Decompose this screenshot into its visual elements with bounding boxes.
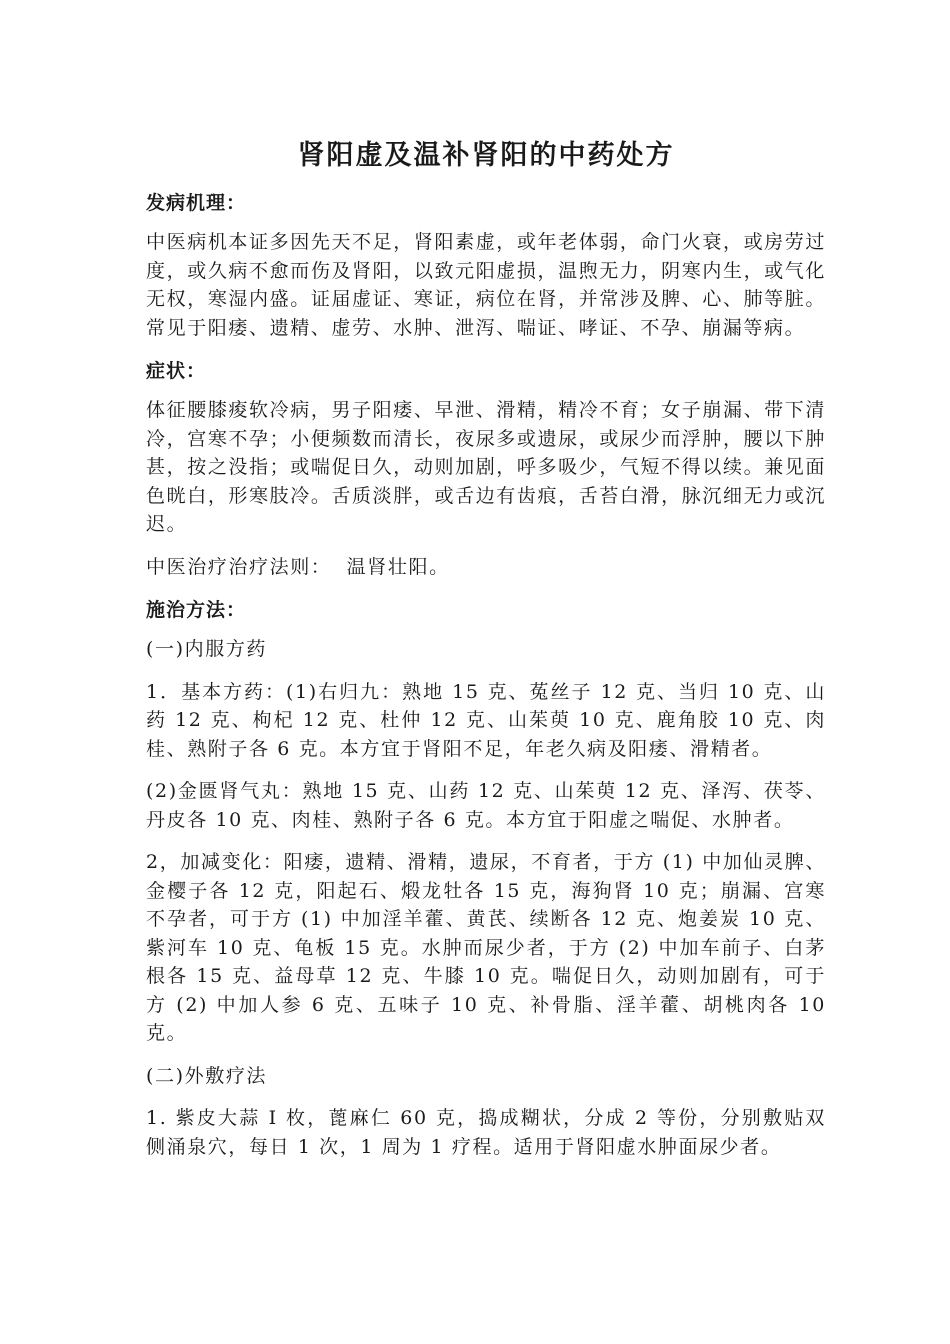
treatment-heading: 施治方法： <box>146 599 247 621</box>
pathogenesis-heading: 发病机理： <box>146 192 247 214</box>
document-title: 肾阳虚及温补肾阳的中药处方 <box>297 140 675 171</box>
symptoms-paragraph: 体征腰膝痠软冷病，男子阳痿、早泄、滑精，精冷不育；女子崩漏、带下清冷，宫寒不孕；小便频数而清长，夜尿多或遗尿，或尿少而浮肿，腰以下肿甚，按之没指；或喘促日久，动则加剧，呼多吸少，气短不得以续。兼见面色晄白，形寒肢冷。舌质淡胖，或舌边有齿痕，舌苔白滑，脉沉细无力或沉迟。 <box>146 399 826 535</box>
document-page <box>146 128 826 1175</box>
pathogenesis-paragraph: 中医病机本证多因先天不足，肾阳素虚，或年老体弱，命门火衰，或房劳过度，或久病不愈而伤及肾阳，以致元阳虚损，温煦无力，阴寒内生，或气化无权，寒湿内盛。证届虚证、寒证，病位在肾，并常涉及脾、心、肺等脏。常见于阳痿、遗精、虚劳、水肿、泄泻、喘证、哮证、不孕、崩漏等病。 <box>146 231 826 339</box>
internal-medicine-heading: (一)内服方药 <box>146 638 268 660</box>
external-therapy-1-paragraph: 1. 紫皮大蒜 I 枚，蓖麻仁 60 克，捣成糊状，分成 2 等份，分别敷贴双侧涌泉穴，每日 1 次，1 周为 1 疗程。适用于肾阳虚水肿面尿少者。 <box>146 1107 826 1158</box>
treatment-principle: 中医治疗治疗法则： 温肾壮阳。 <box>146 555 450 578</box>
external-therapy-heading: (二)外敷疗法 <box>146 1064 268 1087</box>
modification-paragraph: 2，加减变化：阳痿，遗精、滑精，遗尿，不育者，于方 (1) 中加仙灵脾、金樱子各 12 克，阳起石、煅龙牡各 15 克，海狗肾 10 克；崩漏、宫寒不孕者，可于方 (1) 中加淫羊藿、黄芪、续断各 12 克、炮姜炭 10 克、紫河车 10 克、龟板 15 克。水肿而尿少者，于方 (2) 中加车前子、白茅根各 15 克、益母草 12 克、牛膝 10 克。喘促日久，动则加剧有，可于方 (2) 中加人参 6 克、五味子 10 克、补骨脂、淫羊藿、胡桃肉各 10 克。 <box>146 851 826 1044</box>
symptoms-heading: 症状： <box>146 360 207 382</box>
formula-1-paragraph: 1．基本方药：(1)右归九：熟地 15 克、菟丝子 12 克、当归 10 克、山药 12 克、枸杞 12 克、杜仲 12 克、山茱萸 10 克、鹿角胶 10 克、肉桂、熟附子各 6 克。本方宜于肾阳不足，年老久病及阳痿、滑精者。 <box>146 680 826 760</box>
formula-2-paragraph: (2)金匮肾气丸：熟地 15 克、山药 12 克、山茱萸 12 克、泽泻、茯苓、丹皮各 10 克、肉桂、熟附子各 6 克。本方宜于阳虚之喘促、水肿者。 <box>146 780 826 831</box>
